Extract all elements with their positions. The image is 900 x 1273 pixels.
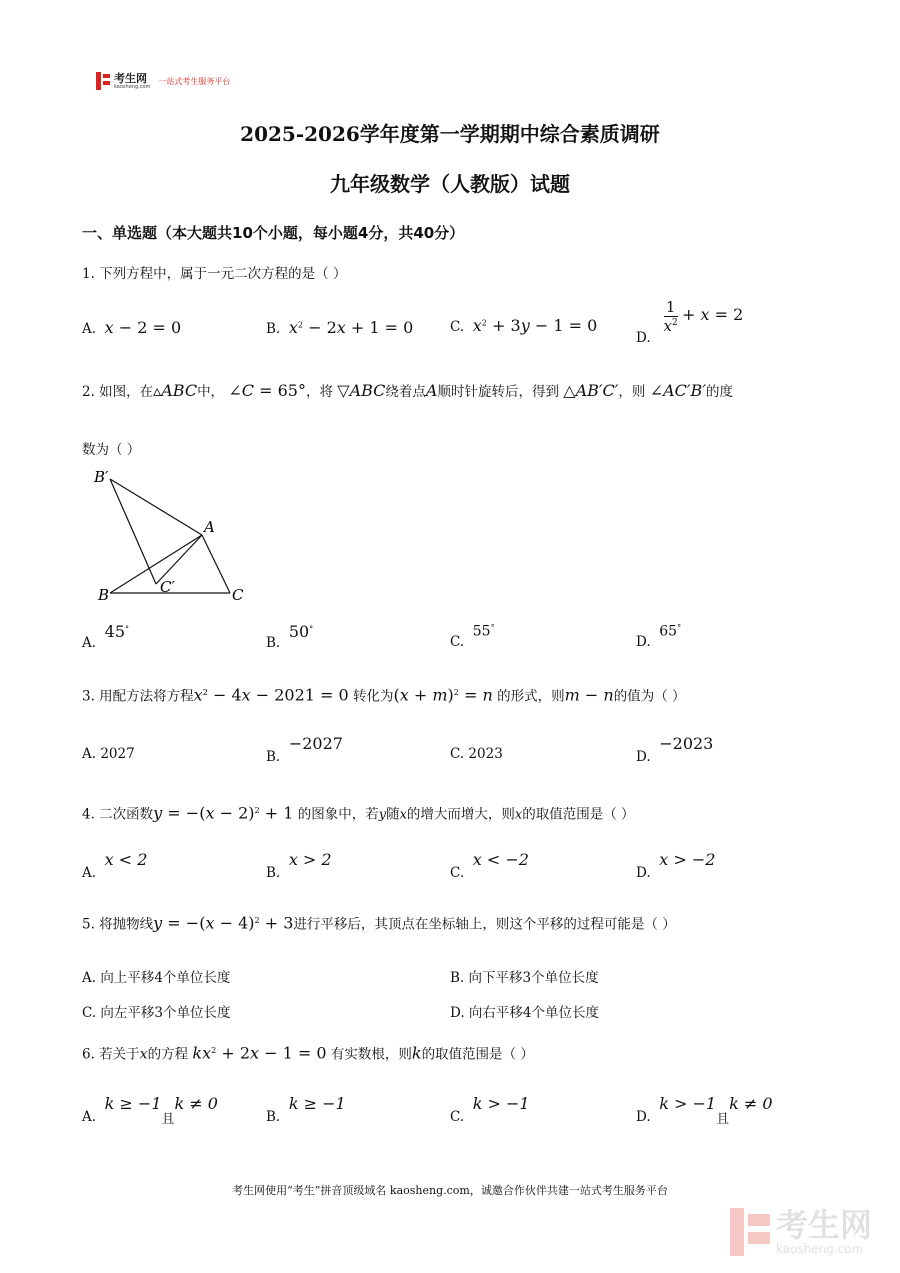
label-c: C xyxy=(232,586,244,604)
q4-stem: 4. 二次函数$y = -(x - 2)^2 + 1$ 的图象中，若y随x的增大而增大，则x的取值范围是（ ） xyxy=(82,803,635,823)
q4-option-b: B. x > 2 xyxy=(266,850,332,881)
logo-name: 考生网 xyxy=(114,71,147,85)
q5-stem: 5. 将抛物线$y = -(x - 4)^2 + 3$进行平移后，其顶点在坐标轴上，则这个平移的过程可能是（ ） xyxy=(82,913,676,933)
watermark xyxy=(730,1208,872,1256)
q6-stem: 6. 若关于x的方程 $kx^2 + 2x - 1 = 0$ 有实数根，则k的取值范围是（ ） xyxy=(82,1043,534,1063)
page-subtitle: 九年级数学（人教版）试题 xyxy=(330,172,570,196)
q1-option-d: D. $\frac{1}{x^2}$ + x = 2 xyxy=(636,298,744,346)
q4-option-c: C. x < −2 xyxy=(450,850,529,881)
q3-option-d: D. −2023 xyxy=(636,734,714,765)
logo-icon xyxy=(96,72,110,90)
watermark-logo-icon xyxy=(730,1208,770,1256)
watermark-name: 考生网 xyxy=(775,1206,872,1244)
q3-option-a: A. 2027 xyxy=(82,746,135,762)
q2-stem: 2. 如图，在▵ABC中， ∠C = 65°，将 ▽ABC绕着点A顺时针旋转后，得到 △AB′C′，则 ∠AC′B′的度 xyxy=(82,381,733,400)
q5-option-b: B. 向下平移3个单位长度 xyxy=(450,970,599,986)
q6-option-c: C. k > −1 xyxy=(450,1094,530,1125)
q1-option-a: A. x − 2 = 0 xyxy=(82,318,182,337)
label-b: B xyxy=(98,586,110,604)
q6-option-a: A. k ≥ −1且k ≠ 0 xyxy=(82,1094,218,1127)
q4-option-a: A. x < 2 xyxy=(82,850,148,881)
q3-option-c: C. 2023 xyxy=(450,746,503,762)
q5-option-d: D. 向右平移4个单位长度 xyxy=(450,1005,600,1021)
page-title: 2025-2026学年度第一学期期中综合素质调研 xyxy=(240,122,660,146)
q5-option-a: A. 向上平移4个单位长度 xyxy=(82,970,231,986)
q6-option-b: B. k ≥ −1 xyxy=(266,1094,346,1125)
label-bp: B′ xyxy=(94,468,109,486)
q1-stem: 1. 下列方程中，属于一元二次方程的是（ ） xyxy=(82,266,347,282)
logo-slogan: 一站式考生服务平台 xyxy=(158,76,231,86)
q5-option-c: C. 向左平移3个单位长度 xyxy=(82,1005,231,1021)
q2-option-b: B. 50° xyxy=(266,622,314,651)
segment-a-c xyxy=(202,535,230,593)
q2-stem-line2: 数为（ ） xyxy=(82,442,141,458)
logo-domain: kaosheng.com xyxy=(114,83,151,90)
q2-option-d: D. 65° xyxy=(636,622,682,650)
q6-option-d: D. k > −1且k ≠ 0 xyxy=(636,1094,773,1127)
segment-bp-a xyxy=(110,479,202,535)
q2-figure xyxy=(88,462,258,607)
header-logo xyxy=(96,72,230,90)
segment-b-a xyxy=(110,535,202,593)
label-cp: C′ xyxy=(160,578,175,596)
q2-option-c: C. 55° xyxy=(450,622,495,650)
q1-option-b: B. $x^2 - 2x + 1 = 0$ xyxy=(266,318,414,337)
q1-option-c: C. $x^2 + 3y - 1 = 0$ xyxy=(450,316,598,335)
label-a: A xyxy=(204,518,215,536)
q2-option-a: A. 45° xyxy=(82,622,130,651)
q4-option-d: D. x > −2 xyxy=(636,850,716,881)
page-footer: 考生网使用“考生”拼音顶级域名 kaosheng.com，诚邀合作伙伴共建一站式考生服务平台 xyxy=(232,1184,668,1197)
q3-option-b: B. −2027 xyxy=(266,734,343,765)
q3-stem: 3. 用配方法将方程$x^2 - 4x - 2021 = 0$ 转化为$(x + m)^2 = n$ 的形式，则m − n的值为（ ） xyxy=(82,685,686,705)
section-heading: 一、单选题（本大题共10个小题，每小题4分，共40分） xyxy=(82,224,465,242)
watermark-domain: kaosheng.com xyxy=(775,1242,864,1256)
